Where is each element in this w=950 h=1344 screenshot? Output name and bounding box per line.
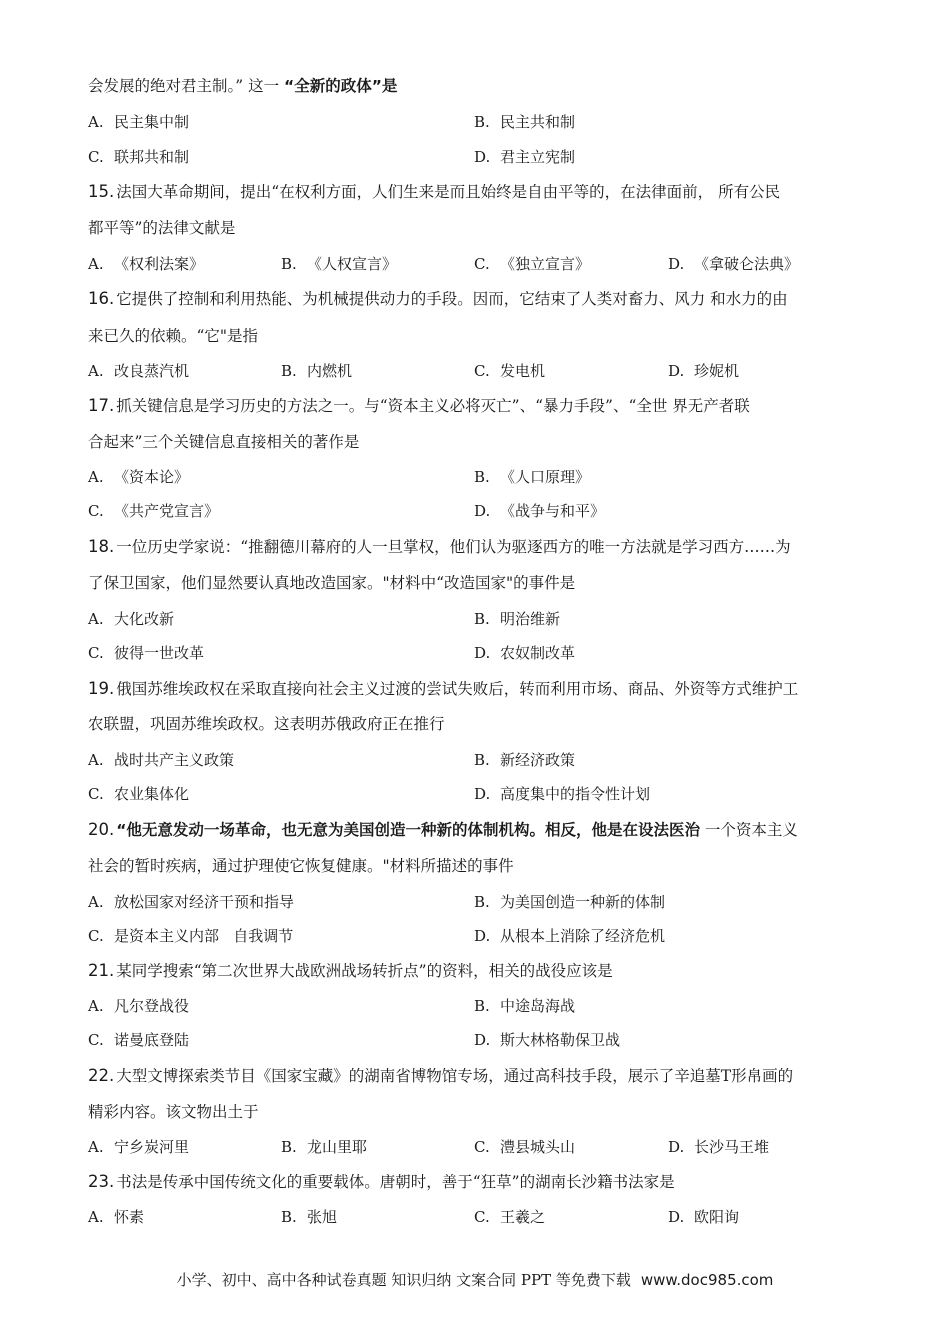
q19-stem-line2: 农联盟，巩固苏维埃政权。这表明苏俄政府正在推行 (88, 715, 445, 733)
q21-number: 21. (88, 961, 115, 980)
q17-stem-line2: 合起来”三个关键信息直接相关的著作是 (88, 433, 360, 451)
q23-stem-line1: 23. 书法是传承中国传统文化的重要载体。唐朝时，善于“狂草”的湖南长沙籍书法家是 (88, 1172, 675, 1191)
q22-number: 22. (88, 1066, 115, 1085)
q16-option-b[interactable]: B. 内燃机 (281, 362, 353, 380)
q19-option-c[interactable]: C. 农业集体化 (88, 785, 190, 803)
q14-option-c[interactable]: C. 联邦共和制 (88, 148, 190, 166)
q18-option-d[interactable]: D. 农奴制改革 (474, 644, 576, 662)
q20-option-b[interactable]: B. 为美国创造一种新的体制 (474, 893, 666, 911)
q22-option-b[interactable]: B. 龙山里耶 (281, 1138, 368, 1156)
q15-stem-line1: 15. 法国大革命期间，提出“在权利方面，人们生来是而且始终是自由平等的，在法律面前， 所有公民 (88, 182, 781, 201)
q22-option-d[interactable]: D. 长沙马王堆 (668, 1138, 770, 1156)
q20-stem-line2: 社会的暂时疾病，通过护理使它恢复健康。"材料所描述的事件 (88, 857, 514, 875)
q19-option-a[interactable]: A. 战时共产主义政策 (88, 751, 235, 769)
q20-option-a[interactable]: A. 放松国家对经济干预和指导 (88, 893, 295, 911)
q14-stem-continuation (88, 76, 397, 96)
q22-option-c[interactable]: C. 澧县城头山 (474, 1138, 576, 1156)
q23-option-a[interactable]: A. 怀素 (88, 1208, 145, 1226)
q15-option-c[interactable]: C. 《独立宣言》 (474, 255, 591, 273)
q15-option-d[interactable]: D. 《拿破仑法典》 (668, 255, 800, 273)
q18-option-a[interactable]: A. 大化改新 (88, 610, 175, 628)
q21-option-b[interactable]: B. 中途岛海战 (474, 997, 576, 1015)
q21-option-d[interactable]: D. 斯大林格勒保卫战 (474, 1031, 621, 1049)
footer-text: 小学、初中、高中各种试卷真题 知识归纳 文案合同 PPT 等免费下载 (176, 1271, 631, 1289)
q19-number: 19. (88, 679, 115, 698)
q18-option-b[interactable]: B. 明治维新 (474, 610, 561, 628)
q18-stem-line2: 了保卫国家，他们显然要认真地改造国家。"材料中“改造国家"的事件是 (88, 574, 576, 592)
q22-stem-line1: 22. 大型文博探索类节目《国家宝藏》的湖南省博物馆专场，通过高科技手段，展示了辛追墓T形帛画的 (88, 1066, 794, 1085)
q19-option-d[interactable]: D. 高度集中的指令性计划 (474, 785, 651, 803)
q14-stem-bold-text: “全新的政体”是 (284, 77, 398, 95)
q14-option-d[interactable]: D. 君主立宪制 (474, 148, 576, 166)
q20-stem-bold-text: “他无意发动一场革命，也无意为美国创造一种新的体制机构。相反，他是在设法医治 (116, 821, 700, 839)
q21-stem-line1: 21. 某同学搜索“第二次世界大战欧洲战场转折点”的资料，相关的战役应该是 (88, 961, 613, 980)
q17-number: 17. (88, 396, 115, 415)
q20-option-c[interactable]: C. 是资本主义内部 自我调节 (88, 927, 294, 945)
q16-stem-line1: 16. 它提供了控制和利用热能、为机械提供动力的手段。因而，它结束了人类对畜力、风力 和水力的由 (88, 289, 788, 308)
footer-link[interactable]: www.doc985.com (640, 1271, 774, 1289)
q16-option-d[interactable]: D. 珍妮机 (668, 362, 740, 380)
q17-option-d[interactable]: D. 《战争与和平》 (474, 502, 606, 520)
q23-option-d[interactable]: D. 欧阳询 (668, 1208, 740, 1226)
q15-stem-line2: 都平等”的法律文献是 (88, 219, 236, 237)
q22-option-a[interactable]: A. 宁乡炭河里 (88, 1138, 190, 1156)
q17-option-a[interactable]: A. 《资本论》 (88, 468, 190, 486)
q19-stem-line1: 19. 俄国苏维埃政权在采取直接向社会主义过渡的尝试失败后，转而利用市场、商品、外资等方式维护工 (88, 679, 799, 698)
q16-option-c[interactable]: C. 发电机 (474, 362, 546, 380)
q15-option-a[interactable]: A. 《权利法案》 (88, 255, 205, 273)
q20-stem-line1: 20. “他无意发动一场革命，也无意为美国创造一种新的体制机构。相反，他是在设法医治 一个资本主义 (88, 820, 798, 839)
q14-stem-text: 会发展的绝对君主制。” 这一 (88, 77, 285, 95)
q18-number: 18. (88, 537, 115, 556)
q18-option-c[interactable]: C. 彼得一世改革 (88, 644, 205, 662)
q16-option-a[interactable]: A. 改良蒸汽机 (88, 362, 190, 380)
q23-option-c[interactable]: C. 王羲之 (474, 1208, 546, 1226)
q22-stem-line2: 精彩内容。该文物出土于 (88, 1103, 259, 1121)
q16-stem-line2: 来已久的依赖。“它"是指 (88, 327, 259, 345)
q20-option-d[interactable]: D. 从根本上消除了经济危机 (474, 927, 666, 945)
q16-number: 16. (88, 289, 115, 308)
q14-option-a[interactable]: A. 民主集中制 (88, 113, 190, 131)
q18-stem-line1: 18. 一位历史学家说：“推翻德川幕府的人一旦掌权，他们认为驱逐西方的唯一方法就是学习西方……为 (88, 537, 791, 556)
q17-option-c[interactable]: C. 《共产党宣言》 (88, 502, 220, 520)
q17-option-b[interactable]: B. 《人口原理》 (474, 468, 591, 486)
q20-number: 20. (88, 820, 115, 839)
q15-number: 15. (88, 182, 115, 201)
q23-option-b[interactable]: B. 张旭 (281, 1208, 338, 1226)
q21-option-a[interactable]: A. 凡尔登战役 (88, 997, 190, 1015)
page-footer (0, 1269, 950, 1290)
q14-option-b[interactable]: B. 民主共和制 (474, 113, 576, 131)
q23-number: 23. (88, 1172, 115, 1191)
q15-option-b[interactable]: B. 《人权宣言》 (281, 255, 398, 273)
q17-stem-line1: 17. 抓关键信息是学习历史的方法之一。与“资本主义必将灭亡”、“暴力手段”、“全世 界无产者联 (88, 396, 750, 415)
q19-option-b[interactable]: B. 新经济政策 (474, 751, 576, 769)
q21-option-c[interactable]: C. 诺曼底登陆 (88, 1031, 190, 1049)
